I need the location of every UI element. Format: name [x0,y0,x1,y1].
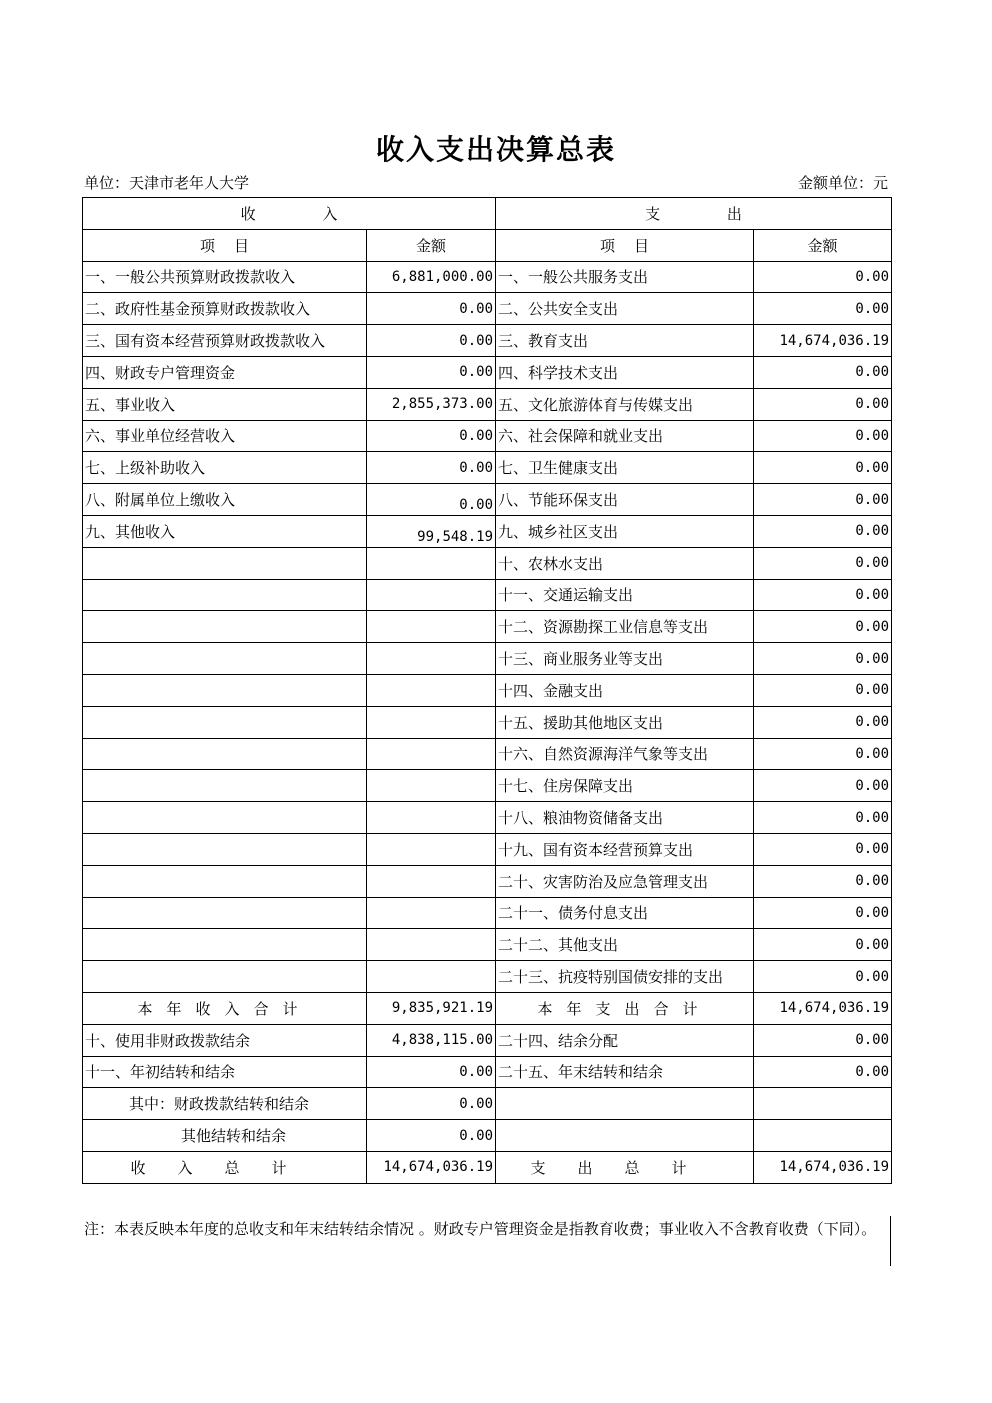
expense-amount-cell: 0.00 [754,1024,892,1056]
expense-item-cell: 本年支出合计 [496,992,754,1024]
expense-item-cell: 十二、资源勘探工业信息等支出 [496,611,754,643]
income-item-cell [83,643,367,675]
table-row [83,706,892,738]
expense-item-cell: 十、农林水支出 [496,547,754,579]
expense-amount-cell: 0.00 [754,897,892,929]
expense-item-cell: 二十、灾害防治及应急管理支出 [496,865,754,897]
income-item-cell: 其他结转和结余 [83,1120,367,1152]
expense-item-cell: 二十三、抗疫特别国债安排的支出 [496,961,754,993]
income-amount-header: 金额 [367,229,496,261]
income-item-cell: 其中：财政拨款结转和结余 [83,1088,367,1120]
expense-amount-cell: 0.00 [754,484,892,516]
expense-item-cell: 七、卫生健康支出 [496,452,754,484]
income-item-cell: 一、一般公共预算财政拨款收入 [83,261,367,293]
income-item-cell [83,833,367,865]
expense-item-cell: 六、社会保障和就业支出 [496,420,754,452]
header-row-columns [83,229,892,261]
expense-item-cell: 二十一、债务付息支出 [496,897,754,929]
table-row [83,1024,892,1056]
income-item-cell [83,865,367,897]
table-row [83,1056,892,1088]
footnote: 注：本表反映本年度的总收支和年末结转结余情况 。财政专户管理资金是指教育收费；事业收入不含教育收费（下同）。 [84,1220,877,1238]
income-amount-cell: 6,881,000.00 [367,261,496,293]
page-title: 收入支出决算总表 [375,133,616,166]
expense-item-cell: 十九、国有资本经营预算支出 [496,833,754,865]
expense-amount-cell: 0.00 [754,547,892,579]
income-amount-cell: 2,855,373.00 [367,388,496,420]
income-amount-cell: 4,838,115.00 [367,1024,496,1056]
table-row [83,611,892,643]
income-amount-cell: 0.00 [367,293,496,325]
income-amount-cell [367,579,496,611]
income-item-cell [83,674,367,706]
income-amount-cell: 0.00 [367,484,496,516]
expense-item-cell: 四、科学技术支出 [496,356,754,388]
expense-amount-cell: 0.00 [754,833,892,865]
income-item-cell [83,897,367,929]
income-amount-cell: 0.00 [367,452,496,484]
income-item-cell [83,961,367,993]
unit-label: 单位：天津市老年人大学 [84,174,250,192]
table-row [83,643,892,675]
income-amount-cell [367,738,496,770]
expense-item-cell: 八、节能环保支出 [496,484,754,516]
income-amount-cell [367,929,496,961]
expense-amount-cell: 0.00 [754,674,892,706]
table-row [83,897,892,929]
table-row [83,356,892,388]
table-row [83,388,892,420]
grand-total-row [83,1151,892,1183]
income-item-cell: 十、使用非财政拨款结余 [83,1024,367,1056]
income-amount-cell: 14,674,036.19 [367,1151,496,1183]
income-amount-cell [367,611,496,643]
income-item-cell [83,611,367,643]
expense-item-cell: 九、城乡社区支出 [496,515,754,547]
expense-amount-cell: 14,674,036.19 [754,992,892,1024]
table-row [83,833,892,865]
income-item-cell: 八、附属单位上缴收入 [83,484,367,516]
table-row [83,325,892,357]
expense-amount-cell: 0.00 [754,452,892,484]
expense-amount-cell [754,1088,892,1120]
income-item-cell [83,770,367,802]
expense-item-cell: 十三、商业服务业等支出 [496,643,754,675]
income-item-cell: 收入总计 [83,1151,367,1183]
table-row [83,674,892,706]
expense-amount-cell: 0.00 [754,388,892,420]
expense-amount-cell: 0.00 [754,802,892,834]
income-item-cell: 九、其他收入 [83,515,367,547]
expense-amount-header: 金额 [754,229,892,261]
expense-amount-cell: 0.00 [754,738,892,770]
table-row [83,293,892,325]
table-row [83,547,892,579]
table-row [83,738,892,770]
table-row [83,261,892,293]
income-item-cell [83,738,367,770]
expense-amount-cell: 14,674,036.19 [754,1151,892,1183]
income-amount-cell [367,961,496,993]
income-amount-cell: 0.00 [367,1120,496,1152]
expense-amount-cell: 0.00 [754,1056,892,1088]
expense-amount-cell: 0.00 [754,356,892,388]
table-row [83,579,892,611]
note-border [890,1216,891,1266]
income-expense-table [82,197,892,1184]
income-amount-cell [367,865,496,897]
expense-amount-cell: 0.00 [754,293,892,325]
income-item-cell: 二、政府性基金预算财政拨款收入 [83,293,367,325]
expense-amount-cell: 0.00 [754,865,892,897]
income-amount-cell [367,897,496,929]
income-amount-cell: 9,835,921.19 [367,992,496,1024]
table-row [83,420,892,452]
expense-amount-cell: 0.00 [754,770,892,802]
expense-amount-cell: 0.00 [754,929,892,961]
table-row [83,484,892,516]
income-item-cell: 四、财政专户管理资金 [83,356,367,388]
expense-amount-cell: 0.00 [754,420,892,452]
expense-item-cell: 十一、交通运输支出 [496,579,754,611]
expense-amount-cell: 0.00 [754,643,892,675]
expense-amount-cell: 0.00 [754,579,892,611]
expense-item-cell: 十六、自然资源海洋气象等支出 [496,738,754,770]
expense-item-cell: 十五、援助其他地区支出 [496,706,754,738]
expense-amount-cell: 0.00 [754,706,892,738]
income-amount-cell: 99,548.19 [367,515,496,547]
income-item-cell [83,547,367,579]
expense-amount-cell [754,1120,892,1152]
expense-amount-cell: 0.00 [754,961,892,993]
expense-item-cell: 二十五、年末结转和结余 [496,1056,754,1088]
income-amount-cell: 0.00 [367,1056,496,1088]
income-amount-cell [367,802,496,834]
table-row [83,770,892,802]
expense-amount-cell: 0.00 [754,261,892,293]
table-row [83,929,892,961]
income-amount-cell [367,547,496,579]
income-amount-cell: 0.00 [367,1088,496,1120]
expense-item-cell: 二十二、其他支出 [496,929,754,961]
income-item-cell [83,579,367,611]
expense-item-cell: 支出总计 [496,1151,754,1183]
income-amount-cell [367,770,496,802]
table-row [83,865,892,897]
income-item-cell: 三、国有资本经营预算财政拨款收入 [83,325,367,357]
income-item-cell [83,706,367,738]
expense-item-cell: 十八、粮油物资储备支出 [496,802,754,834]
expense-item-cell [496,1120,754,1152]
expense-item-cell [496,1088,754,1120]
income-item-cell: 五、事业收入 [83,388,367,420]
expense-header: 支 出 [496,198,892,230]
income-amount-cell: 0.00 [367,325,496,357]
expense-item-cell: 二十四、结余分配 [496,1024,754,1056]
expense-item-header: 项 目 [496,229,754,261]
expense-item-cell: 三、教育支出 [496,325,754,357]
expense-item-cell: 十七、住房保障支出 [496,770,754,802]
expense-item-cell: 五、文化旅游体育与传媒支出 [496,388,754,420]
expense-item-cell: 一、一般公共服务支出 [496,261,754,293]
income-amount-cell [367,833,496,865]
expense-amount-cell: 14,674,036.19 [754,325,892,357]
header-row-section [83,198,892,230]
income-amount-cell [367,643,496,675]
income-amount-cell: 0.00 [367,420,496,452]
income-header: 收 入 [83,198,496,230]
expense-amount-cell: 0.00 [754,515,892,547]
expense-item-cell: 十四、金融支出 [496,674,754,706]
income-item-cell: 本年收入合计 [83,992,367,1024]
table-row [83,515,892,547]
table-row [83,802,892,834]
expense-item-cell: 二、公共安全支出 [496,293,754,325]
table-row [83,1088,892,1120]
table-row [83,452,892,484]
income-item-header: 项 目 [83,229,367,261]
income-item-cell [83,929,367,961]
income-item-cell: 十一、年初结转和结余 [83,1056,367,1088]
table-row [83,961,892,993]
income-item-cell: 七、上级补助收入 [83,452,367,484]
income-amount-cell [367,706,496,738]
expense-amount-cell: 0.00 [754,611,892,643]
income-amount-cell: 0.00 [367,356,496,388]
income-item-cell [83,802,367,834]
income-amount-cell [367,674,496,706]
year-total-row [83,992,892,1024]
amount-unit-label: 金额单位：元 [797,174,888,192]
table-row [83,1120,892,1152]
income-item-cell: 六、事业单位经营收入 [83,420,367,452]
